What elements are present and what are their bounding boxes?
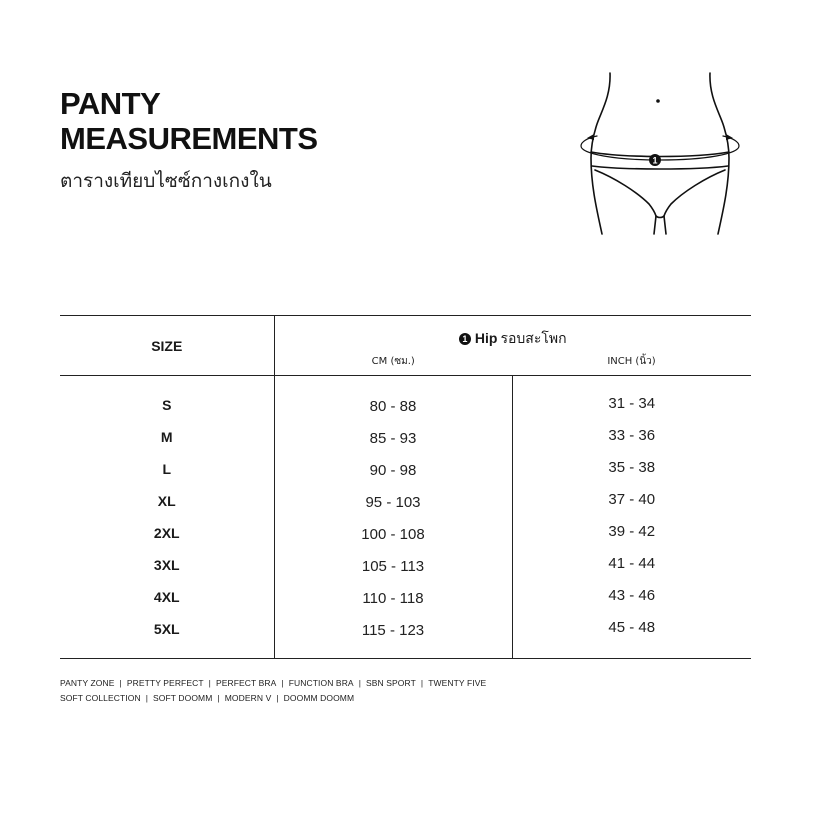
cm-cell: 95 - 103 xyxy=(274,485,512,517)
title-line-1: PANTY xyxy=(60,86,161,121)
brand-separator: | xyxy=(119,678,122,688)
table-row xyxy=(60,389,751,421)
brand-name: PERFECT BRA xyxy=(215,678,277,688)
cm-cell: 100 - 108 xyxy=(274,517,512,549)
size-cell: 5XL xyxy=(60,613,274,645)
inch-cell: 33 - 36 xyxy=(608,427,656,444)
inch-cell: 31 - 34 xyxy=(608,395,656,412)
cm-cell: 80 - 88 xyxy=(274,389,512,421)
brand-separator: | xyxy=(358,678,362,688)
page-subtitle: ตารางเทียบไซซ์กางเกงใน xyxy=(60,170,272,192)
brand-separator: | xyxy=(145,693,149,703)
inch-cell: 43 - 46 xyxy=(608,587,656,604)
table-row xyxy=(60,613,751,645)
cm-cell: 110 - 118 xyxy=(274,581,512,613)
size-cell: L xyxy=(60,453,274,485)
size-column-header: SIZE xyxy=(60,316,274,376)
brand-line-2 xyxy=(60,691,486,706)
page-title xyxy=(60,86,318,156)
cm-unit-header: CM (ซม.) xyxy=(274,352,512,376)
cm-cell: 105 - 113 xyxy=(274,549,512,581)
hip-label-en: Hip xyxy=(474,330,498,346)
brand-name: SOFT COLLECTION xyxy=(60,693,141,703)
hip-measurement-figure-icon xyxy=(575,66,745,241)
hip-column-header xyxy=(274,316,751,353)
size-cell: S xyxy=(60,389,274,421)
hip-marker-number: 1 xyxy=(652,155,658,166)
cm-cell: 85 - 93 xyxy=(274,421,512,453)
brand-separator: | xyxy=(276,693,279,703)
brand-separator: | xyxy=(217,693,220,703)
brand-separator: | xyxy=(420,678,424,688)
title-line-2: MEASUREMENTS xyxy=(60,121,318,156)
size-cell: XL xyxy=(60,485,274,517)
table-row xyxy=(60,517,751,549)
cm-cell: 115 - 123 xyxy=(274,613,512,645)
inch-cell: 41 - 44 xyxy=(608,555,656,572)
size-cell: 2XL xyxy=(60,517,274,549)
hip-label-th: รอบสะโพก xyxy=(500,331,567,347)
brand-separator: | xyxy=(208,678,211,688)
brand-list xyxy=(60,676,486,706)
brand-name: SBN SPORT xyxy=(366,678,416,688)
hip-number-icon: 1 xyxy=(459,333,471,345)
brand-name: PRETTY PERFECT xyxy=(126,678,204,688)
size-cell: 3XL xyxy=(60,549,274,581)
brand-name: PANTY ZONE xyxy=(60,678,115,688)
inch-unit-header: INCH (นิ้ว) xyxy=(512,352,751,376)
inch-cell: 39 - 42 xyxy=(608,523,656,540)
table-row xyxy=(60,485,751,517)
table-row xyxy=(60,549,751,581)
cm-cell: 90 - 98 xyxy=(274,453,512,485)
brand-name: MODERN V xyxy=(224,693,272,703)
brand-name: TWENTY FIVE xyxy=(428,678,487,688)
brand-name: DOOMM DOOMM xyxy=(283,693,355,703)
table-row xyxy=(60,421,751,453)
inch-cell: 35 - 38 xyxy=(608,459,656,476)
size-cell: 4XL xyxy=(60,581,274,613)
brand-name: SOFT DOOMM xyxy=(153,693,213,703)
inch-cell: 45 - 48 xyxy=(608,619,656,636)
table-row xyxy=(60,453,751,485)
brand-separator: | xyxy=(281,678,284,688)
inch-cell: 37 - 40 xyxy=(608,491,656,508)
size-cell: M xyxy=(60,421,274,453)
size-table xyxy=(60,315,751,659)
brand-line-1 xyxy=(60,676,486,691)
brand-name: FUNCTION BRA xyxy=(288,678,354,688)
table-row xyxy=(60,581,751,613)
